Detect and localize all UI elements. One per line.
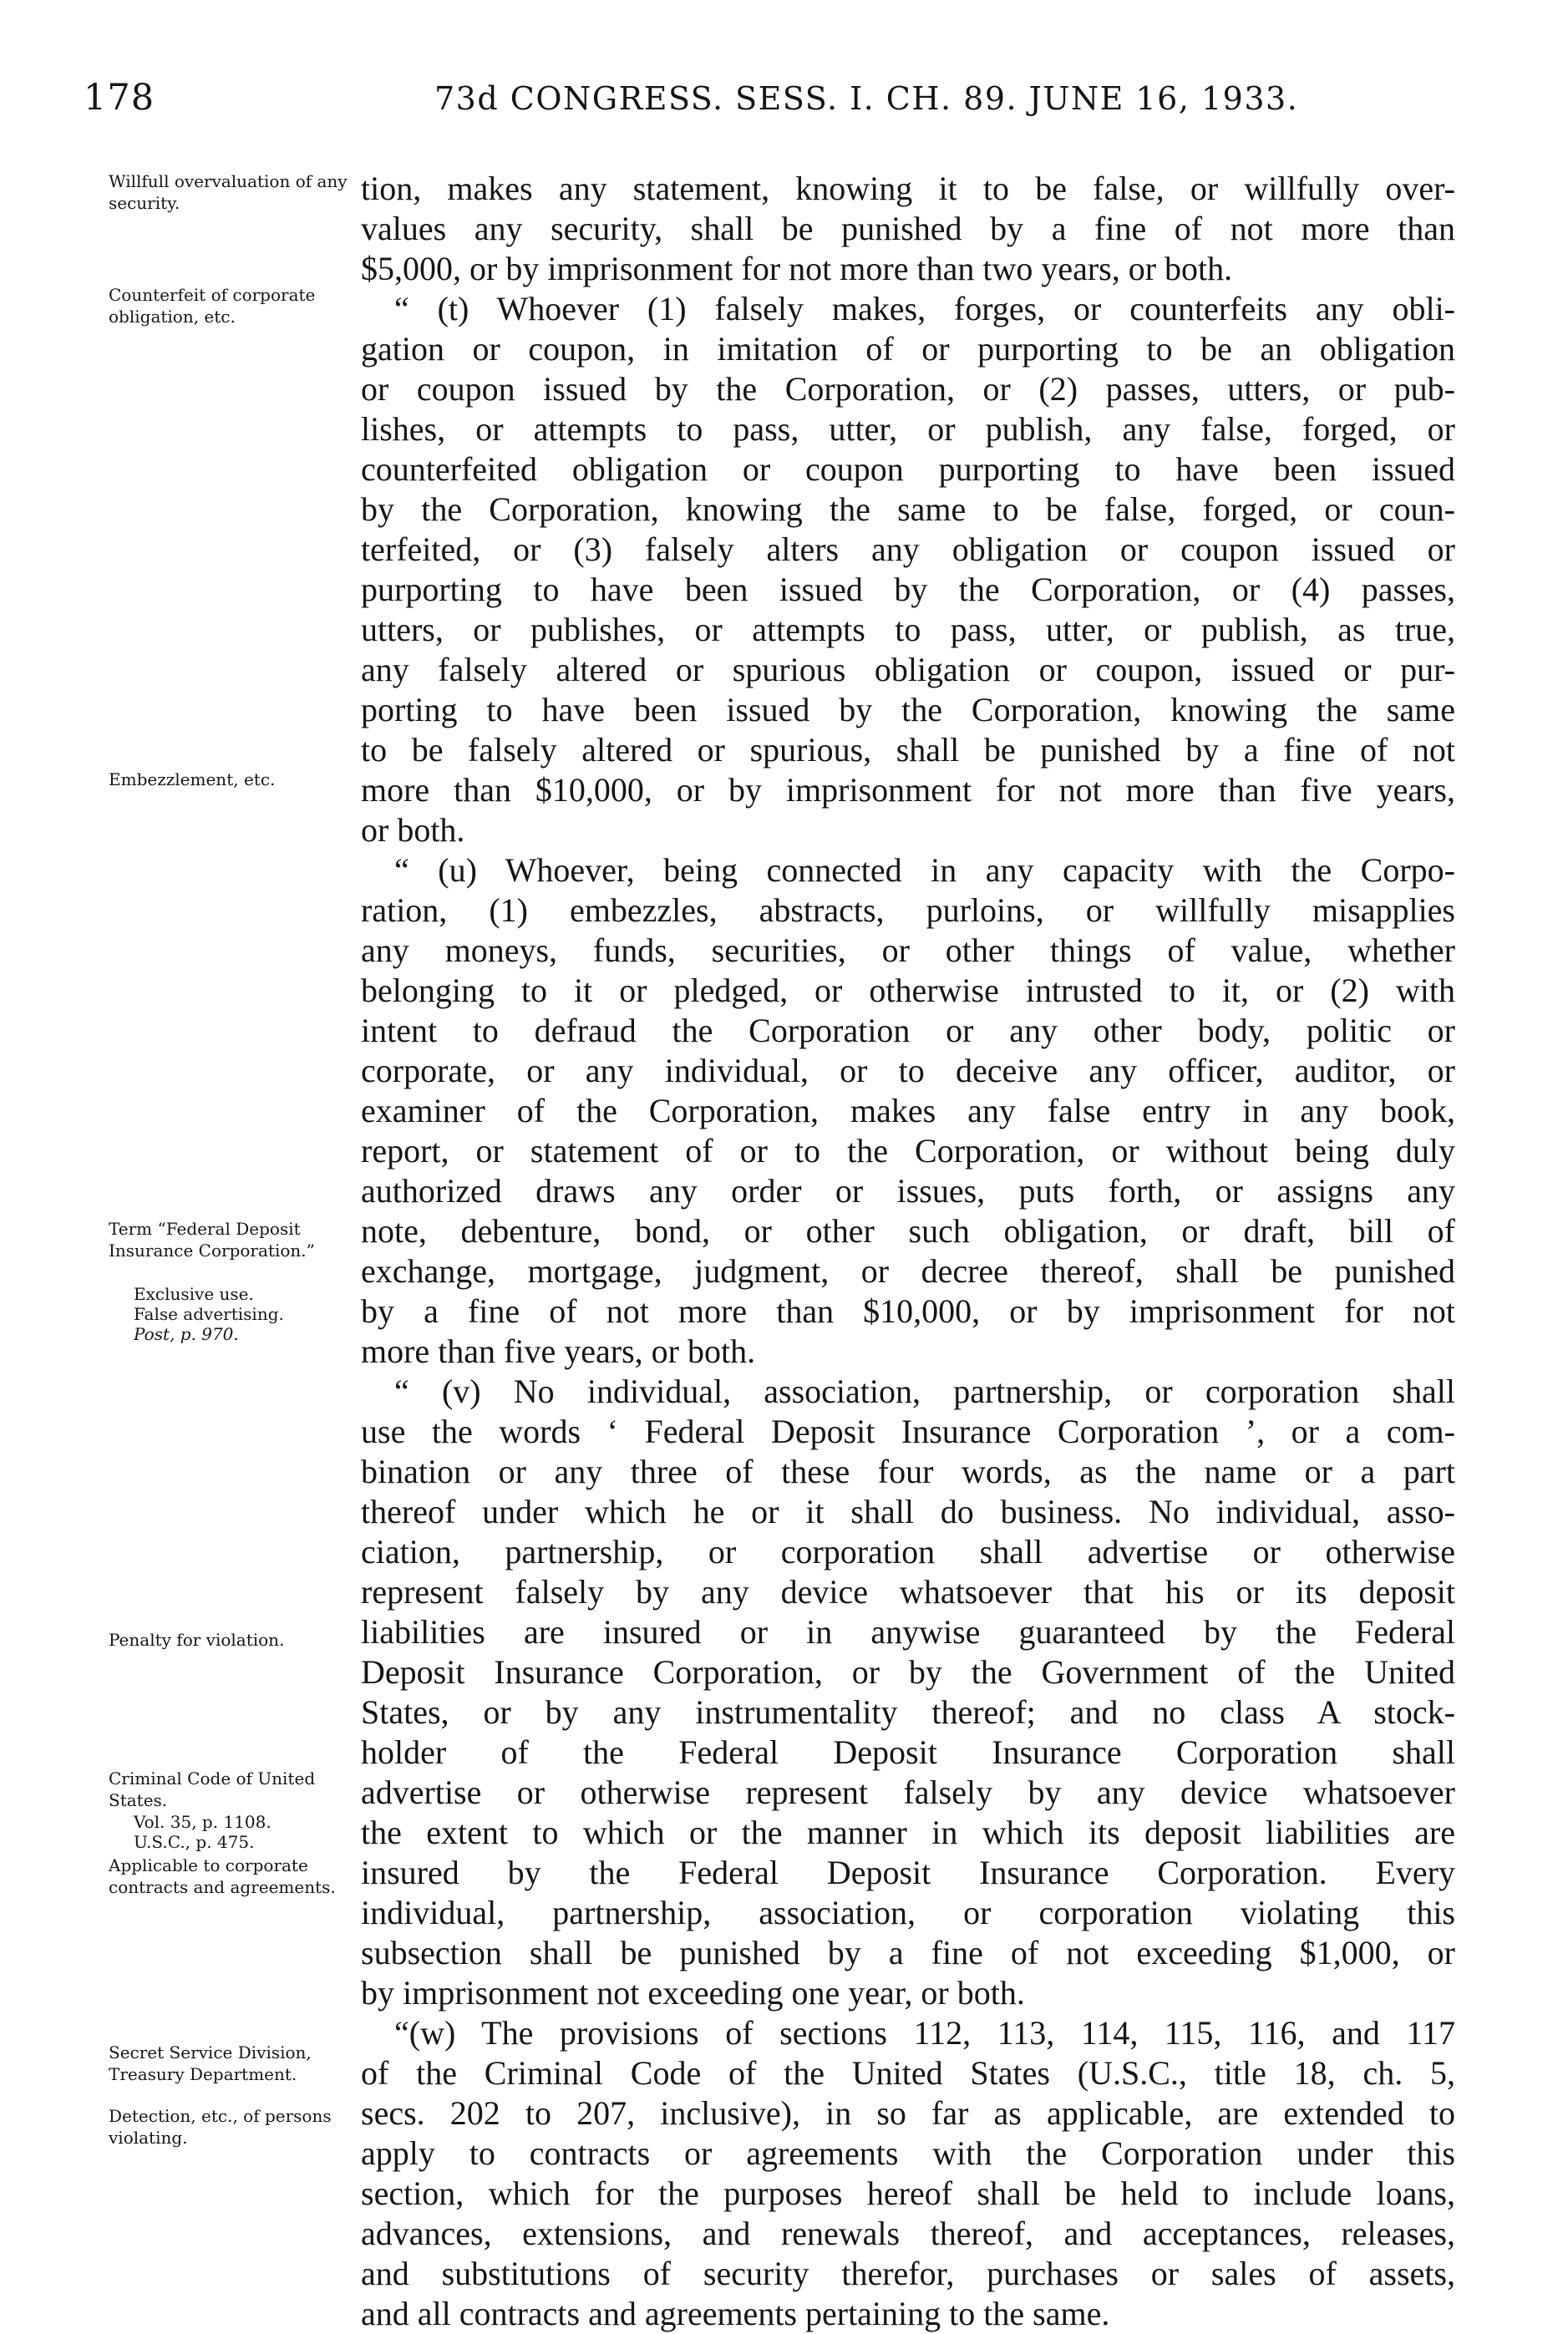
body-line: note, debenture, bond, or other such obligation, or draft, bill of <box>361 1212 1455 1250</box>
body-line: belonging to it or pledged, or otherwise intrusted to it, or (2) with <box>361 972 1455 1009</box>
body-line: and substitutions of security therefor, purchases or sales of assets, <box>361 2255 1455 2292</box>
margin-note: False advertising. <box>134 1304 284 1324</box>
margin-note: Embezzlement, etc. <box>109 769 276 789</box>
body-line: apply to contracts or agreements with the Corporation under this <box>361 2134 1455 2172</box>
body-line: “(w) The provisions of sections 112, 113, 114, 115, 116, and 117 <box>394 2014 1455 2052</box>
body-line: $5,000, or by imprisonment for not more than two years, or both. <box>361 250 1233 287</box>
body-line: more than $10,000, or by imprisonment for not more than five years, <box>361 771 1455 809</box>
body-line: ration, (1) embezzles, abstracts, purloins, or willfully misapplies <box>361 891 1455 929</box>
body-line: by the Corporation, knowing the same to be false, forged, or coun- <box>361 490 1455 528</box>
margin-note: Counterfeit of corporate obligation, etc. <box>109 285 316 327</box>
body-line: corporate, or any individual, or to deceive any officer, auditor, or <box>361 1052 1455 1089</box>
body-line: bination or any three of these four words, as the name or a part <box>361 1453 1455 1490</box>
body-line: gation or coupon, in imitation of or purporting to be an obligation <box>361 330 1455 368</box>
body-line: Deposit Insurance Corporation, or by the Government of the United <box>361 1653 1455 1691</box>
body-line: utters, or publishes, or attempts to pass, utter, or publish, as true, <box>361 611 1455 648</box>
body-line: by imprisonment not exceeding one year, or both. <box>361 1974 1025 2012</box>
body-line: or both. <box>361 811 465 849</box>
margin-note: Criminal Code of United States. <box>109 1768 316 1810</box>
body-line: advertise or otherwise represent falsely by any device whatsoever <box>361 1773 1455 1811</box>
margin-note: Post, p. 970. <box>134 1324 239 1344</box>
margin-note: Secret Service Division, Treasury Department. <box>109 2042 312 2084</box>
body-line: of the Criminal Code of the United States (U.S.C., title 18, ch. 5, <box>361 2054 1455 2092</box>
body-line: lishes, or attempts to pass, utter, or publish, any false, forged, or <box>361 410 1455 448</box>
body-line: section, which for the purposes hereof shall be held to include loans, <box>361 2174 1455 2212</box>
body-line: to be falsely altered or spurious, shall be punished by a fine of not <box>361 731 1455 769</box>
body-line: porting to have been issued by the Corporation, knowing the same <box>361 691 1455 728</box>
body-line: or coupon issued by the Corporation, or (2) passes, utters, or pub- <box>361 370 1455 408</box>
body-line: holder of the Federal Deposit Insurance Corporation shall <box>361 1733 1455 1771</box>
body-line: “ (t) Whoever (1) falsely makes, forges, or counterfeits any obli- <box>394 290 1455 327</box>
body-line: any moneys, funds, securities, or other things of value, whether <box>361 931 1455 969</box>
body-line: ciation, partnership, or corporation shall advertise or otherwise <box>361 1533 1455 1570</box>
body-line: purporting to have been issued by the Corporation, or (4) passes, <box>361 571 1455 608</box>
body-line: counterfeited obligation or coupon purporting to have been issued <box>361 450 1455 488</box>
body-line: examiner of the Corporation, makes any false entry in any book, <box>361 1092 1455 1129</box>
margin-note: Detection, etc., of persons violating. <box>109 2106 332 2148</box>
body-line: States, or by any instrumentality thereof; and no class A stock- <box>361 1693 1455 1731</box>
body-line: advances, extensions, and renewals thereof, and acceptances, releases, <box>361 2215 1455 2252</box>
body-line: terfeited, or (3) falsely alters any obligation or coupon issued or <box>361 530 1455 568</box>
body-line: and all contracts and agreements pertaining to the same. <box>361 2295 1110 2332</box>
body-line: any falsely altered or spurious obligation or coupon, issued or pur- <box>361 651 1455 688</box>
body-line: “ (v) No individual, association, partnership, or corporation shall <box>394 1372 1455 1410</box>
margin-note: Willfull overvaluation of any security. <box>109 171 348 213</box>
body-line: individual, partnership, association, or corporation violating this <box>361 1894 1455 1931</box>
margin-note: Applicable to corporate contracts and agreements. <box>109 1855 336 1897</box>
body-line: authorized draws any order or issues, puts forth, or assigns any <box>361 1172 1455 1210</box>
margin-note: Exclusive use. <box>134 1284 254 1304</box>
page-header <box>0 77 1568 135</box>
margin-note: U.S.C., p. 475. <box>134 1832 255 1852</box>
body-line: exchange, mortgage, judgment, or decree thereof, shall be punished <box>361 1252 1455 1290</box>
body-line: use the words ‘ Federal Deposit Insurance Corporation ’, or a com- <box>361 1413 1455 1450</box>
body-line: liabilities are insured or in anywise guaranteed by the Federal <box>361 1613 1455 1651</box>
body-line: values any security, shall be punished by a fine of not more than <box>361 210 1455 247</box>
body-line: intent to defraud the Corporation or any other body, politic or <box>361 1012 1455 1049</box>
body-line: subsection shall be punished by a fine of not exceeding $1,000, or <box>361 1934 1455 1971</box>
body-line: more than five years, or both. <box>361 1332 756 1370</box>
body-line: represent falsely by any device whatsoever that his or its deposit <box>361 1573 1455 1611</box>
body-line: report, or statement of or to the Corporation, or without being duly <box>361 1132 1455 1170</box>
body-line: “ (u) Whoever, being connected in any capacity with the Corpo- <box>394 851 1455 889</box>
body-line: secs. 202 to 207, inclusive), in so far as applicable, are extended to <box>361 2094 1455 2132</box>
page-number: 178 <box>84 77 155 119</box>
body-line: thereof under which he or it shall do business. No individual, asso- <box>361 1493 1455 1530</box>
body-line: the extent to which or the manner in which its deposit liabilities are <box>361 1814 1455 1851</box>
margin-note: Vol. 35, p. 1108. <box>134 1812 271 1832</box>
margin-note: Penalty for violation. <box>109 1630 285 1650</box>
body-line: insured by the Federal Deposit Insurance Corporation. Every <box>361 1854 1455 1891</box>
body-line: tion, makes any statement, knowing it to be false, or willfully over- <box>361 170 1455 207</box>
body-line: by a fine of not more than $10,000, or by imprisonment for not <box>361 1292 1455 1330</box>
margin-note: Term “Federal Deposit Insurance Corporation.” <box>109 1219 315 1261</box>
running-head: 73d CONGRESS. SESS. I. CH. 89. JUNE 16, 1933. <box>434 80 1299 117</box>
